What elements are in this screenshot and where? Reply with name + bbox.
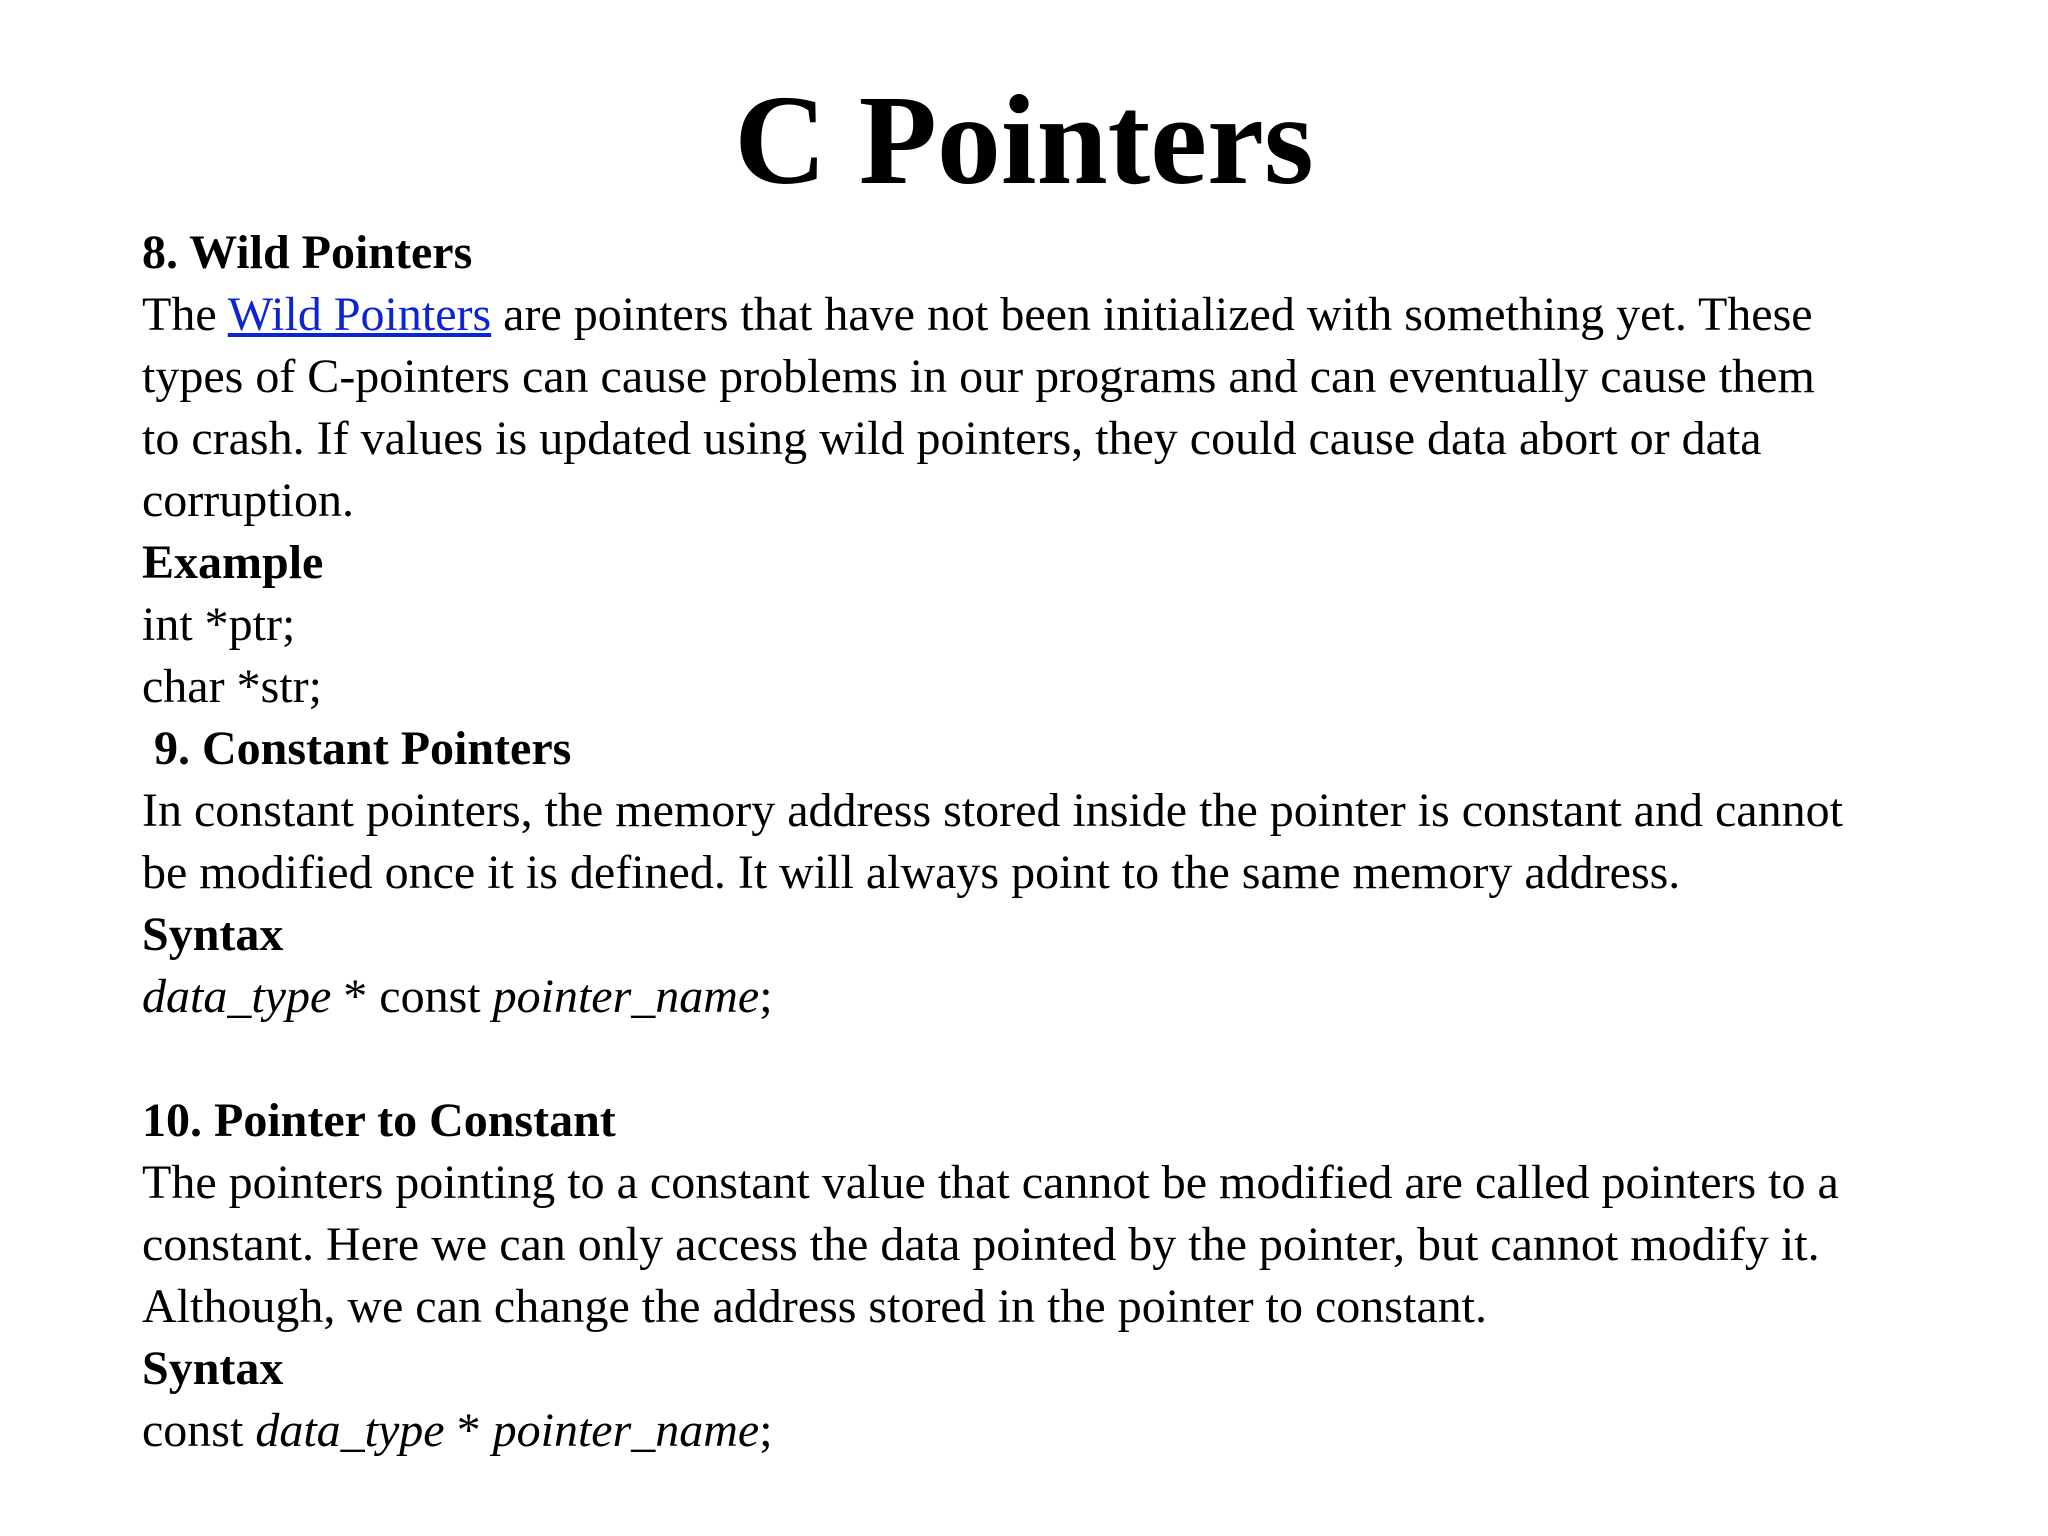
syntax-name: pointer_name [492, 970, 760, 1023]
text-run: The [142, 288, 228, 341]
syntax-line [142, 966, 2022, 1028]
paragraph-line [142, 284, 2022, 346]
paragraph-line: be modified once it is defined. It will always point to the same memory address. [142, 846, 1681, 899]
syntax-label: Syntax [142, 908, 284, 961]
text-run: are pointers that have not been initialized with something yet. These [491, 288, 1813, 341]
syntax-type: data_type [142, 970, 332, 1023]
paragraph-line: types of C-pointers can cause problems in our programs and can eventually cause them [142, 350, 1815, 403]
paragraph-line: The pointers pointing to a constant value that cannot be modified are called pointers to a [142, 1156, 1839, 1209]
example-label: Example [142, 536, 324, 589]
section-heading-pointer-to-constant: 10. Pointer to Constant [142, 1094, 616, 1147]
syntax-operator: * [444, 1404, 493, 1457]
document-body [142, 222, 2022, 1462]
syntax-type: data_type [255, 1404, 445, 1457]
paragraph-line: to crash. If values is updated using wild pointers, they could cause data abort or data [142, 412, 1762, 465]
syntax-label: Syntax [142, 1342, 284, 1395]
spacer [142, 1028, 2022, 1090]
paragraph-line: corruption. [142, 474, 354, 527]
syntax-terminator: ; [759, 970, 773, 1023]
syntax-line [142, 1400, 2022, 1462]
page-title: C Pointers [734, 69, 1314, 211]
paragraph-line: constant. Here we can only access the data pointed by the pointer, but cannot modify it. [142, 1218, 1820, 1271]
paragraph-line: In constant pointers, the memory address stored inside the pointer is constant and cannot [142, 784, 1843, 837]
section-heading-constant-pointers: 9. Constant Pointers [154, 722, 572, 775]
wild-pointers-link[interactable]: Wild Pointers [227, 288, 492, 341]
paragraph-line: Although, we can change the address stored in the pointer to constant. [142, 1280, 1487, 1333]
syntax-name: pointer_name [492, 1404, 760, 1457]
syntax-terminator: ; [759, 1404, 773, 1457]
syntax-keyword: * const [331, 970, 493, 1023]
section-heading-wild-pointers: 8. Wild Pointers [142, 226, 473, 279]
code-line: char *str; [142, 660, 322, 713]
syntax-keyword: const [142, 1404, 256, 1457]
code-line: int *ptr; [142, 598, 296, 651]
